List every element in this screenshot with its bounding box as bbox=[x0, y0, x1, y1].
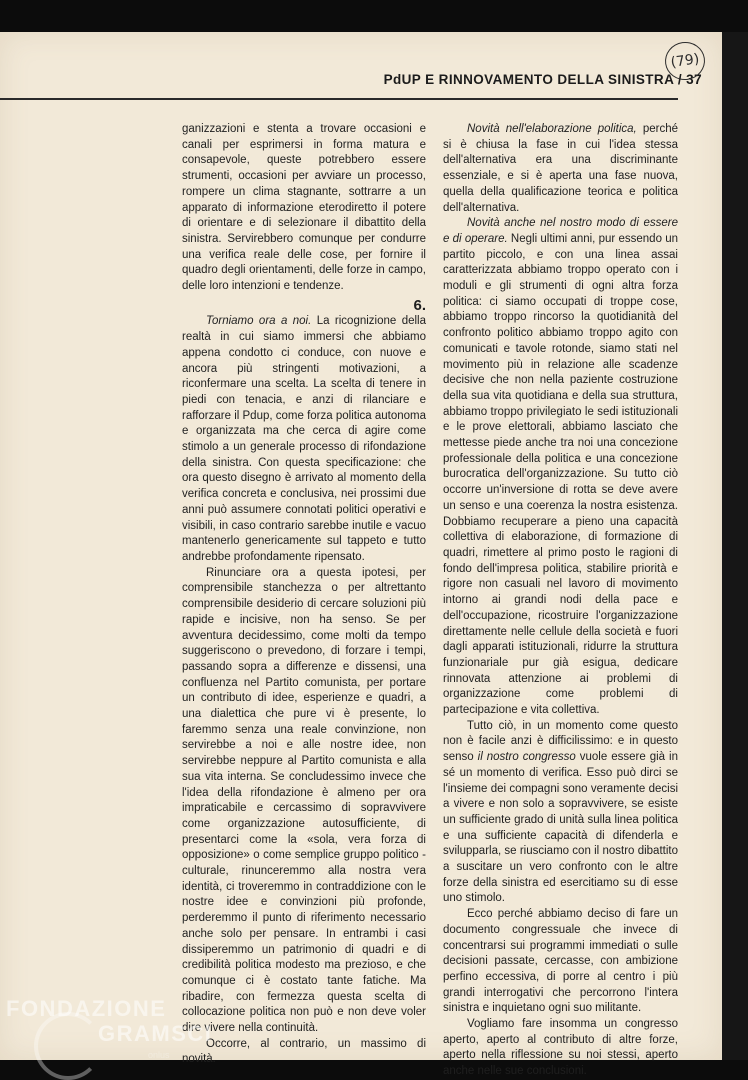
watermark-line-2: GRAMSCI bbox=[98, 1021, 213, 1046]
right-paragraph-3-end: vuole essere già in sé un momento di verifica. Esso può dirci se l'insieme dei compagni sono veramente decisi a vivere e non solo a sopravvivere, se esiste un sufficiente grado di unità sulla linea politica e una sufficiente capacità di difenderla e svilupparla, se riusciamo con il nostro dibattito a suscitare un vero confronto con le altre forze della sinistra ed esercitiamo su di esse uno stimolo. bbox=[443, 751, 678, 905]
right-paragraph-4: Ecco perché abbiamo deciso di fare un documento congressuale che invece di concentrarsi sui programmi immediati o sulle decisioni passate, cercasse, con ambizione perfino eccessiva, di porre al centro i più grandi interrogativi che percorrono l'intera sinistra e inquietano ogni suo militante. bbox=[443, 908, 678, 1015]
right-paragraph-5: Vogliamo fare insomma un congresso aperto, aperto al contributo di altre forze, aperto nella riflessione su noi stessi, aperto anche nelle sue conclusioni. bbox=[443, 1018, 678, 1078]
right-paragraph-1 bbox=[443, 122, 678, 216]
running-header: PdUP E RINNOVAMENTO DELLA SINISTRA / 37 bbox=[383, 72, 702, 87]
right-paragraph-2-body: Negli ultimi anni, pur essendo un partito piccolo, e con una linea assai caratterizzata abbiamo troppo operato con i moduli e gli strumenti di ogni altra forza politica: ci siamo occupati di troppe cose, abbiamo troppo rincorso la quotidianità del confronto politico abbiamo troppo agito con comunicati e tavole rotonde, siamo stati nel movimento più in relazione alle scadenze decisive che non nella paziente costruzione della sua vita quotidiana e della sua struttura, abbiamo troppo privilegiato le sedi istituzionali e le prove elettorali, abbiamo lasciato che mettesse piede anche tra noi una concezione professionale della politica e una concezione burocratica dell'organizzazione. Su tutto ciò occorre un'inversione di rotta se deve avere un senso e una coerenza la nostra esistenza. Dobbiamo recuperare a pieno una capacità collettiva di elaborazione, di formazione di quadri, rimettere al primo posto le ragioni di fondo dell'impresa politica, stabilire priorità e rigore non casuali nel lavoro di movimento intorno ai grandi nodi della pace e dell'occupazione, ricostruire l'organizzazione direttamente nelle cellule della società e fuori dagli apparati istituzionali, ridurre la struttura funzionariale pur già esigua, dedicare rinnovata attenzione ai problemi di organizzazione come problemi di partecipazione e vita collettiva. bbox=[443, 232, 678, 717]
right-column bbox=[443, 122, 678, 1080]
left-paragraph-2-lead: Torniamo ora a noi. bbox=[206, 315, 312, 328]
left-paragraph-2-body: La ricognizione della realtà in cui siamo immersi che abbiamo appena condotto ci conduce, con nuove e ancora più stringenti motivazioni, a riconfermare una scelta. La scelta di tenere in piedi con tenacia, e anzi di rilanciare e rafforzare il Pdup, come forza politica autonoma e organizzata ma che cerca di agire come stimolo a un generale processo di rifondazione della sinistra. Con questa specificazione: che ora questo disegno è arrivato al momento della verifica concreta e conclusiva, nei prossimi due anni può assumere connotati politici operativi e visibili, in caso contrario sarebbe inutile e vacuo mantenerlo genericamente sul tappeto e tutto andrebbe profondamente ripensato. bbox=[182, 315, 426, 563]
section-number: 6. bbox=[413, 296, 426, 314]
left-paragraph-4: Occorre, al contrario, un massimo di novità. bbox=[182, 1037, 426, 1066]
header-rule bbox=[0, 98, 678, 100]
watermark-line-3: onlus bbox=[148, 1050, 170, 1060]
left-paragraph-3: Rinunciare ora a questa ipotesi, per comprensibile stanchezza o per altrettanto comprensibile desiderio di cercare soluzioni più rapide e incisive, non ha senso. Se per avventura decidessimo, come molti da tempo suggeriscono o prevedono, di forzare i tempi, passando sopra a differenze e dissensi, una confluenza nel Partito comunista, per portare un contributo di idee, esperienze e quadri, a una dialettica che pure vi è presente, lo faremmo senza una reale convinzione, non servirebbe a noi e alle nostre idee, non servirebbe neppure al Partito comunista e alla sua vita interna. Se concludessimo invece che l'idea della rifondazione è almeno per ora impraticabile e cercassimo di sopravvivere come organizzazione autosufficiente, di presentarci come la «sola, vera forza di opposizione» o come semplice gruppo politico - culturale, rinunceremmo alla nostra vera identità, ci troveremmo in contraddizione con le nostre idee e convinzioni più profonde, perderemmo il punto di riferimento necessario anche solo per pensare. In entrambi i casi dissiperemmo un patrimonio di quadri e di credibilità politica modesto ma prezioso, e che comunque ci è costato tante fatiche. Ma ribadire, con fermezza questa scelta di collocazione politica non può e non deve voler dire vivere nella continuità. bbox=[182, 566, 426, 1035]
right-paragraph-1-body: perché si è chiusa la fase in cui l'idea stessa dell'alternativa era una discriminante essenziale, e si è aperta una fase nuova, quella della qualificazione teorica e politica dell'alternativa. bbox=[443, 123, 678, 214]
left-column bbox=[182, 122, 426, 1068]
right-paragraph-3 bbox=[443, 719, 678, 907]
right-paragraph-2-lead: Novità anche nel nostro modo di essere e di operare. bbox=[443, 217, 678, 245]
archive-page-stamp: (79) bbox=[663, 39, 708, 82]
right-paragraph-1-lead: Novità nell'elaborazione politica, bbox=[467, 123, 637, 135]
left-paragraph-1: ganizzazioni e stenta a trovare occasioni e canali per esprimersi in forma matura e consapevole, queste potrebbero essere strumenti, occasioni per avviare un processo, rompere un clima stagnante, sottrarre a un apparato di informazione eterodiretto il potere di orientare e di selezionare il dibattito della sinistra. Servirebbero comunque per condurre una verifica reale delle cose, per fornire il quadro degli orientamenti, delle forze in campo, delle loro intenzioni e tendenze. bbox=[182, 123, 426, 293]
page-edge-shadow bbox=[722, 32, 748, 1060]
right-paragraph-2 bbox=[443, 216, 678, 719]
watermark-line-1: FONDAZIONE bbox=[6, 996, 167, 1021]
watermark bbox=[6, 996, 212, 1046]
left-paragraph-2 bbox=[182, 314, 426, 565]
right-paragraph-3-italic: il nostro congresso bbox=[477, 751, 576, 764]
right-paragraph-3-start: Tutto ciò, in un momento come questo non è facile anzi è difficilissimo: e in questo senso bbox=[443, 719, 678, 764]
